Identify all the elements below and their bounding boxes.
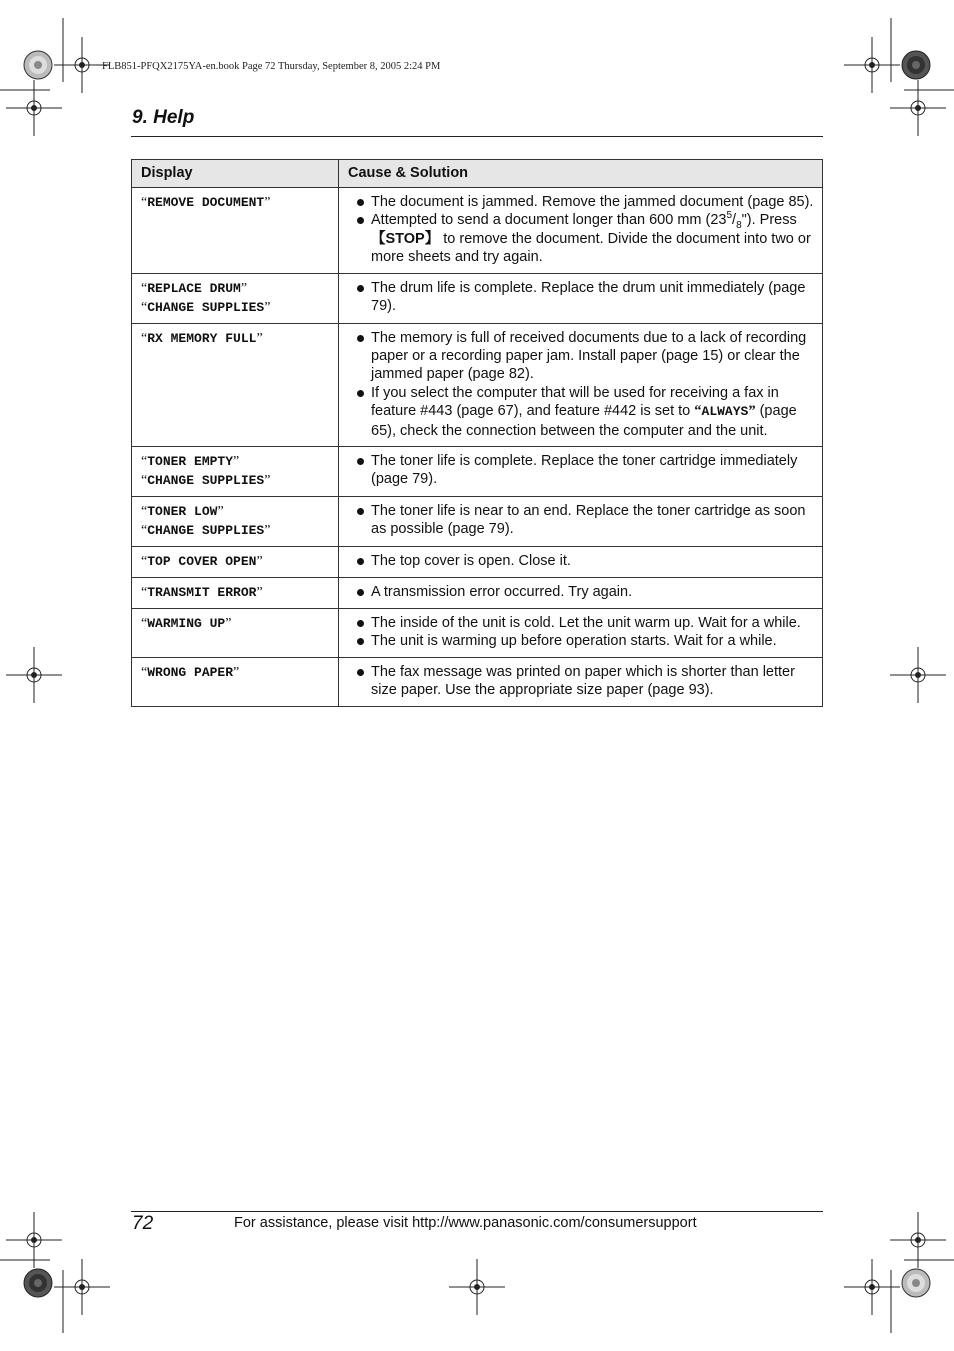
display-message: “TONER LOW”: [141, 504, 224, 520]
display-cell: [132, 609, 339, 658]
cause-cell: [339, 657, 823, 706]
cause-cell: [339, 447, 823, 497]
display-message: “RX MEMORY FULL”: [141, 330, 263, 346]
header-cause-solution: Cause & Solution: [339, 160, 823, 188]
display-message: “TOP COVER OPEN”: [141, 554, 263, 570]
table-row: [132, 323, 823, 446]
display-message: “CHANGE SUPPLIES”: [141, 299, 271, 315]
list-item: If you select the computer that will be used for receiving a fax in feature #443 (page 67), and feature #442 is set to “ALWAYS” (page 65), check the connection between the computer and the unit.: [348, 384, 816, 440]
display-message: “TONER EMPTY”: [141, 454, 240, 470]
list-item: The memory is full of received documents due to a lack of recording paper or a recording paper jam. Install paper (page 15) or clear the jammed paper (page 82).: [348, 329, 816, 384]
table-row: [132, 609, 823, 658]
list-item: Attempted to send a document longer than 600 mm $(23^5/_8")$. Press 【STOP】 to remove the document. Divide the document into two or more sheets and try again.: [348, 211, 816, 266]
print-header: FLB851-PFQX2175YA-en.book Page 72 Thursday, September 8, 2005 2:24 PM: [102, 61, 441, 72]
table-row: [132, 657, 823, 706]
cause-cell: [339, 323, 823, 446]
display-message: “TRANSMIT ERROR”: [141, 585, 263, 601]
cause-cell: [339, 609, 823, 658]
table-row: [132, 188, 823, 274]
table-row: [132, 497, 823, 547]
header-display: Display: [132, 160, 339, 188]
table-row: [132, 547, 823, 578]
list-item: The unit is warming up before operation starts. Wait for a while.: [348, 632, 816, 650]
cause-cell: [339, 497, 823, 547]
cause-cell: [339, 188, 823, 274]
page-number: 72: [132, 1213, 154, 1234]
title-rule: [131, 136, 823, 137]
display-cell: [132, 323, 339, 446]
display-cell: [132, 578, 339, 609]
always-setting: ALWAYS: [701, 404, 749, 420]
display-cell: [132, 188, 339, 274]
list-item: A transmission error occurred. Try again.: [348, 583, 816, 601]
display-cell: [132, 657, 339, 706]
list-item: The drum life is complete. Replace the drum unit immediately (page 79).: [348, 279, 816, 316]
display-cell: [132, 547, 339, 578]
table-row: [132, 447, 823, 497]
display-cell: [132, 497, 339, 547]
list-item: The toner life is complete. Replace the toner cartridge immediately (page 79).: [348, 452, 816, 489]
table-header-row: [132, 160, 823, 188]
display-cell: [132, 273, 339, 323]
cause-cell: [339, 578, 823, 609]
cause-cell: [339, 547, 823, 578]
stop-key-label: 【STOP】: [371, 230, 440, 247]
list-item: The fax message was printed on paper which is shorter than letter size paper. Use the appropriate size paper (page 93).: [348, 663, 816, 700]
list-item: The toner life is near to an end. Replace the toner cartridge as soon as possible (page 79).: [348, 502, 816, 539]
list-item: The document is jammed. Remove the jammed document (page 85).: [348, 193, 816, 211]
list-item: The inside of the unit is cold. Let the unit warm up. Wait for a while.: [348, 614, 816, 632]
display-message: “CHANGE SUPPLIES”: [141, 473, 271, 489]
footer-support-text: For assistance, please visit http://www.panasonic.com/consumersupport: [234, 1215, 697, 1231]
footer-rule: [131, 1211, 823, 1212]
section-title: 9. Help: [132, 107, 195, 128]
display-message: “CHANGE SUPPLIES”: [141, 523, 271, 539]
display-message: “REPLACE DRUM”: [141, 280, 248, 296]
troubleshooting-table: [131, 159, 823, 707]
display-message: “WARMING UP”: [141, 616, 232, 632]
list-item: The top cover is open. Close it.: [348, 552, 816, 570]
display-message: “REMOVE DOCUMENT”: [141, 195, 271, 210]
display-message: “WRONG PAPER”: [141, 664, 240, 680]
cause-cell: [339, 273, 823, 323]
table-row: [132, 578, 823, 609]
display-cell: [132, 447, 339, 497]
table-row: [132, 273, 823, 323]
